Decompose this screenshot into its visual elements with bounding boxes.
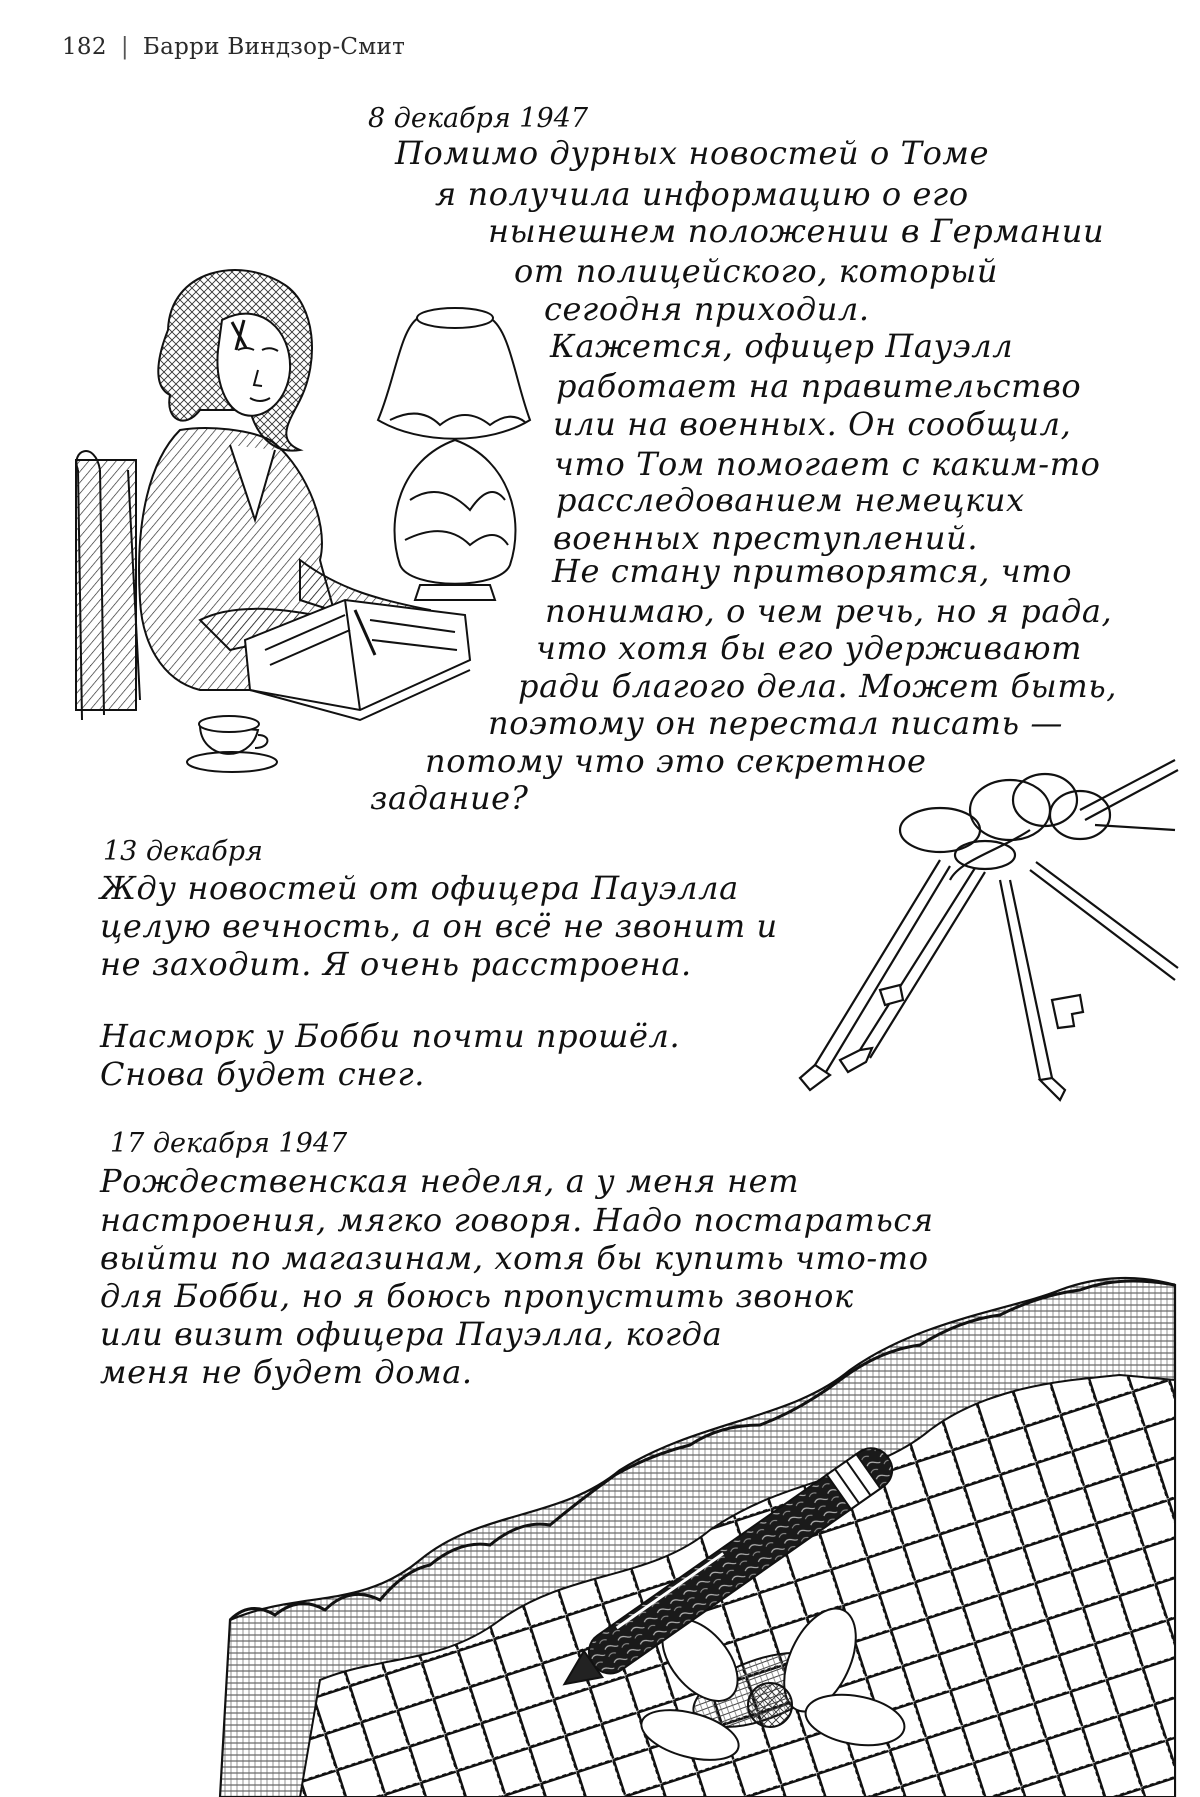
entry-1-line-1: Помимо дурных новостей о Томе (395, 134, 990, 172)
entry-3-line-3: выйти по магазинам, хотя бы купить что-то (100, 1239, 929, 1277)
entry-1-line-16: поэтому он перестал писать — (488, 704, 1064, 742)
entry-1-line-7: работает на правительство (556, 367, 1082, 405)
entry-1-line-14: что хотя бы его удерживают (536, 629, 1083, 667)
entry-1-line-4: от полицейского, который (514, 252, 999, 290)
woman-writing-at-desk-drawing (76, 270, 530, 772)
page-number: 182 (62, 34, 107, 60)
author-name: Барри Виндзор-Смит (142, 34, 406, 60)
entry-3-line-4: для Бобби, но я боюсь пропустить звонок (100, 1277, 854, 1315)
entry-3-line-6: меня не будет дома. (100, 1353, 473, 1391)
header-separator: | (120, 34, 129, 60)
entry-1-line-2: я получила информацию о его (435, 175, 969, 213)
entry-3-line-1: Рождественская неделя, а у меня нет (100, 1162, 800, 1200)
entry-1-line-13: понимаю, о чем речь, но я рада, (545, 592, 1113, 630)
entry-3-line-5: или визит офицера Пауэлла, когда (100, 1315, 723, 1353)
entry-1-line-11: военных преступлений. (553, 519, 979, 557)
entry-1-date: 8 декабря 1947 (368, 103, 589, 134)
entry-1-line-10: расследованием немецких (556, 481, 1025, 519)
entry-1-line-6: Кажется, офицер Пауэлл (550, 327, 1014, 365)
entry-1-line-18: задание? (370, 779, 529, 817)
entry-1-line-17: потому что это секретное (425, 742, 927, 780)
entry-2-line-5: Насморк у Бобби почти прошёл. (100, 1017, 681, 1055)
entry-3-date: 17 декабря 1947 (110, 1128, 348, 1159)
entry-1-line-9: что Том помогает с каким-то (554, 445, 1101, 483)
entry-2-line-2: целую вечность, а он всё не звонит и (100, 907, 778, 945)
entry-2-line-1: Жду новостей от офицера Пауэлла (100, 869, 739, 907)
entry-1-line-5: сегодня приходил. (544, 290, 870, 328)
entry-1-line-3: нынешнем положении в Германии (488, 212, 1105, 250)
entry-1-line-12: Не стану притворятся, что (552, 552, 1073, 590)
entry-1-line-8: или на военных. Он сообщил, (553, 405, 1072, 443)
entry-1-line-15: ради благого дела. Может быть, (518, 667, 1118, 705)
entry-2-date: 13 декабря (103, 836, 263, 867)
entry-2-line-6: Снова будет снег. (100, 1055, 426, 1093)
entry-3-line-2: настроения, мягко говоря. Надо постараться (100, 1201, 934, 1239)
ring-of-keys-drawing (800, 760, 1178, 1100)
entry-2-line-3: не заходит. Я очень расстроена. (100, 945, 692, 983)
